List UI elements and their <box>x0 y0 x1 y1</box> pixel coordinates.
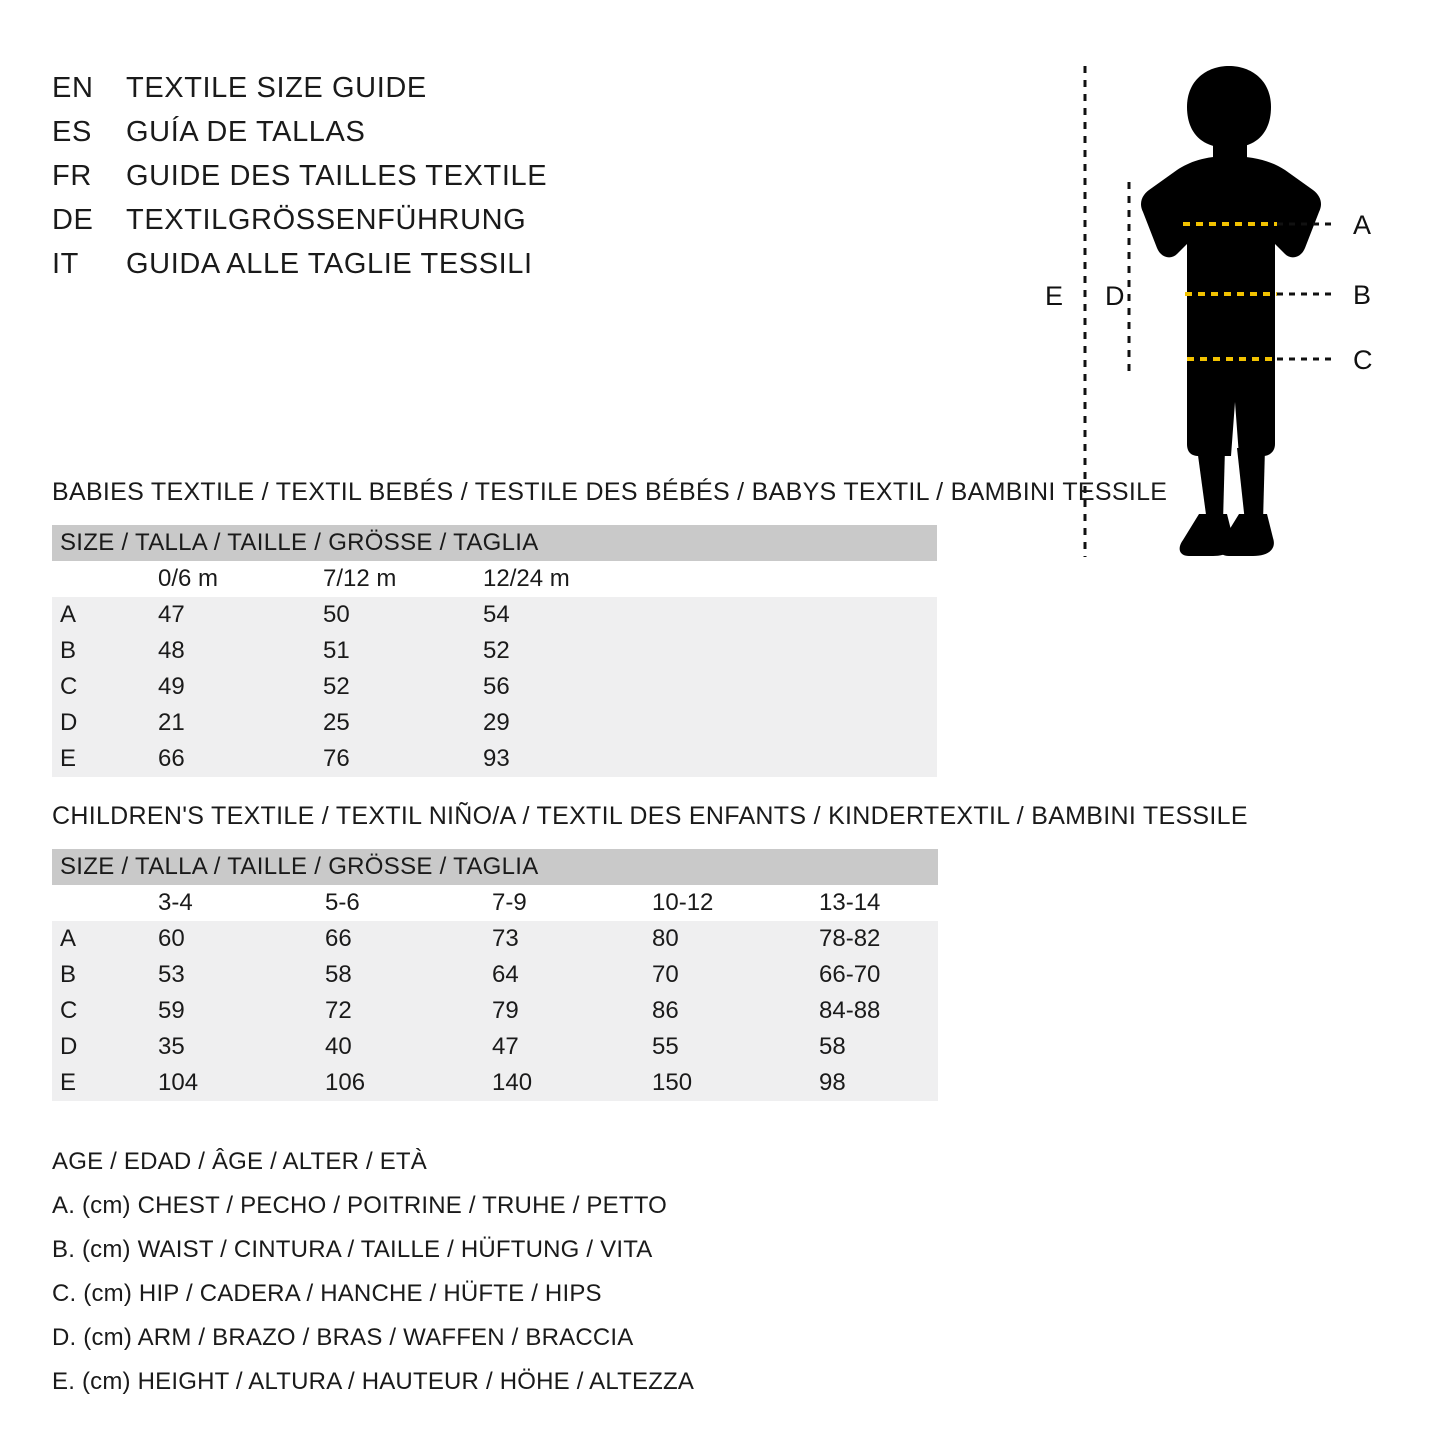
title-text-it: GUIDA ALLE TAGLIE TESSILI <box>126 248 533 280</box>
children-cell-e-3: 150 <box>626 1065 793 1101</box>
children-section <box>52 802 1392 1101</box>
children-col-2: 7-9 <box>466 885 626 921</box>
title-row-it <box>52 248 752 292</box>
children-column-headers <box>52 885 938 921</box>
children-cell-d-1: 40 <box>299 1029 466 1065</box>
children-cell-a-3: 80 <box>626 921 793 957</box>
children-cell-d-0: 35 <box>132 1029 299 1065</box>
babies-header-label: SIZE / TALLA / TAILLE / GRÖSSE / TAGLIA <box>52 525 937 561</box>
table-row <box>52 741 937 777</box>
children-cell-b-1: 58 <box>299 957 466 993</box>
children-cell-b-3: 70 <box>626 957 793 993</box>
babies-col-0-label: 0/6 m <box>158 565 219 592</box>
title-row-en <box>52 72 752 116</box>
children-cell-d-4: 58 <box>793 1029 938 1065</box>
children-cell-e-1: 106 <box>299 1065 466 1101</box>
children-col-3: 10-12 <box>626 885 793 921</box>
babies-row-label-a: A <box>52 597 132 633</box>
babies-cell-b-2: 52 <box>457 633 937 669</box>
title-text-es: GUÍA DE TALLAS <box>126 116 366 148</box>
children-cell-b-2: 64 <box>466 957 626 993</box>
children-cell-d-3: 55 <box>626 1029 793 1065</box>
children-cell-c-4: 84-88 <box>793 993 938 1029</box>
children-cell-c-1: 72 <box>299 993 466 1029</box>
babies-size-table <box>52 525 937 777</box>
children-cell-a-4: 78-82 <box>793 921 938 957</box>
babies-cell-a-2: 54 <box>457 597 937 633</box>
children-cell-e-2: 140 <box>466 1065 626 1101</box>
babies-cell-e-0: 66 <box>132 741 297 777</box>
children-row-label-a: A <box>52 921 132 957</box>
babies-cell-d-2: 29 <box>457 705 937 741</box>
language-code-it: IT <box>52 248 79 280</box>
babies-cell-b-1: 51 <box>297 633 457 669</box>
children-cell-e-4: 98 <box>793 1065 938 1101</box>
figure-label-c: C <box>1353 345 1373 375</box>
children-cell-a-2: 73 <box>466 921 626 957</box>
title-text-de: TEXTILGRÖSSENFÜHRUNG <box>126 204 527 236</box>
children-cell-d-2: 47 <box>466 1029 626 1065</box>
babies-cell-a-1: 50 <box>297 597 457 633</box>
babies-row-label-e: E <box>52 741 132 777</box>
children-header-label: SIZE / TALLA / TAILLE / GRÖSSE / TAGLIA <box>52 849 938 885</box>
title-row-de <box>52 204 752 248</box>
children-size-table <box>52 849 938 1101</box>
babies-col-2 <box>457 561 937 597</box>
children-cell-b-0: 53 <box>132 957 299 993</box>
figure-label-a: A <box>1353 210 1372 240</box>
language-code-en: EN <box>52 72 94 104</box>
language-code-es: ES <box>52 116 92 148</box>
children-row-label-c: C <box>52 993 132 1029</box>
figure-label-d: D <box>1105 281 1125 311</box>
children-cell-a-0: 60 <box>132 921 299 957</box>
babies-col-2-label: 12/24 m <box>483 565 570 592</box>
babies-row-label-d: D <box>52 705 132 741</box>
language-code-de: DE <box>52 204 94 236</box>
children-cell-a-1: 66 <box>299 921 466 957</box>
children-cell-c-3: 86 <box>626 993 793 1029</box>
children-corner-cell <box>52 885 132 921</box>
title-text-en: TEXTILE SIZE GUIDE <box>126 72 427 104</box>
children-cell-c-0: 59 <box>132 993 299 1029</box>
babies-section <box>52 478 1392 777</box>
babies-row-label-b: B <box>52 633 132 669</box>
children-cell-c-2: 79 <box>466 993 626 1029</box>
title-text-fr: GUIDE DES TAILLES TEXTILE <box>126 160 548 192</box>
children-row-label-b: B <box>52 957 132 993</box>
children-row-label-d: D <box>52 1029 132 1065</box>
children-row-label-e: E <box>52 1065 132 1101</box>
legend-line-c: C. (cm) HIP / CADERA / HANCHE / HÜFTE / HIPS <box>52 1280 602 1307</box>
title-row-fr <box>52 160 752 204</box>
language-code-fr: FR <box>52 160 92 192</box>
figure-label-e: E <box>1045 281 1064 311</box>
children-col-1: 5-6 <box>299 885 466 921</box>
babies-cell-b-0: 48 <box>132 633 297 669</box>
table-row <box>52 705 937 741</box>
babies-row-label-c: C <box>52 669 132 705</box>
babies-col-1-label: 7/12 m <box>323 565 397 592</box>
table-row <box>52 633 937 669</box>
babies-cell-e-1: 76 <box>297 741 457 777</box>
babies-cell-c-1: 52 <box>297 669 457 705</box>
figure-label-b: B <box>1353 280 1372 310</box>
babies-col-1 <box>297 561 457 597</box>
children-cell-e-0: 104 <box>132 1065 299 1101</box>
table-row <box>52 957 938 993</box>
legend-line-d: D. (cm) ARM / BRAZO / BRAS / WAFFEN / BRACCIA <box>52 1324 634 1351</box>
babies-cell-a-0: 47 <box>132 597 297 633</box>
babies-col-0 <box>132 561 297 597</box>
babies-cell-d-1: 25 <box>297 705 457 741</box>
legend-line-e: E. (cm) HEIGHT / ALTURA / HAUTEUR / HÖHE / ALTEZZA <box>52 1368 695 1395</box>
table-row <box>52 597 937 633</box>
title-row-es <box>52 116 752 160</box>
babies-table-header-row <box>52 525 937 561</box>
measurement-legend <box>52 1140 952 1404</box>
legend-line-a: A. (cm) CHEST / PECHO / POITRINE / TRUHE / PETTO <box>52 1192 668 1219</box>
table-row <box>52 993 938 1029</box>
babies-cell-c-2: 56 <box>457 669 937 705</box>
children-table-header-row <box>52 849 938 885</box>
table-row <box>52 1029 938 1065</box>
babies-section-title: BABIES TEXTILE / TEXTIL BEBÉS / TESTILE DES BÉBÉS / BABYS TEXTIL / BAMBINI TESSILE <box>52 478 1168 506</box>
babies-cell-d-0: 21 <box>132 705 297 741</box>
legend-line-age: AGE / EDAD / ÂGE / ALTER / ETÀ <box>52 1148 427 1175</box>
children-cell-b-4: 66-70 <box>793 957 938 993</box>
children-section-title: CHILDREN'S TEXTILE / TEXTIL NIÑO/A / TEXTIL DES ENFANTS / KINDERTEXTIL / BAMBINI TESSILE <box>52 802 1248 830</box>
babies-cell-e-2: 93 <box>457 741 937 777</box>
babies-cell-c-0: 49 <box>132 669 297 705</box>
legend-line-b: B. (cm) WAIST / CINTURA / TAILLE / HÜFTUNG / VITA <box>52 1236 653 1263</box>
babies-corner-cell <box>52 561 132 597</box>
table-row <box>52 921 938 957</box>
children-col-0: 3-4 <box>132 885 299 921</box>
babies-column-headers <box>52 561 937 597</box>
table-row <box>52 669 937 705</box>
table-row <box>52 1065 938 1101</box>
children-col-4: 13-14 <box>793 885 938 921</box>
language-titles <box>52 72 752 292</box>
